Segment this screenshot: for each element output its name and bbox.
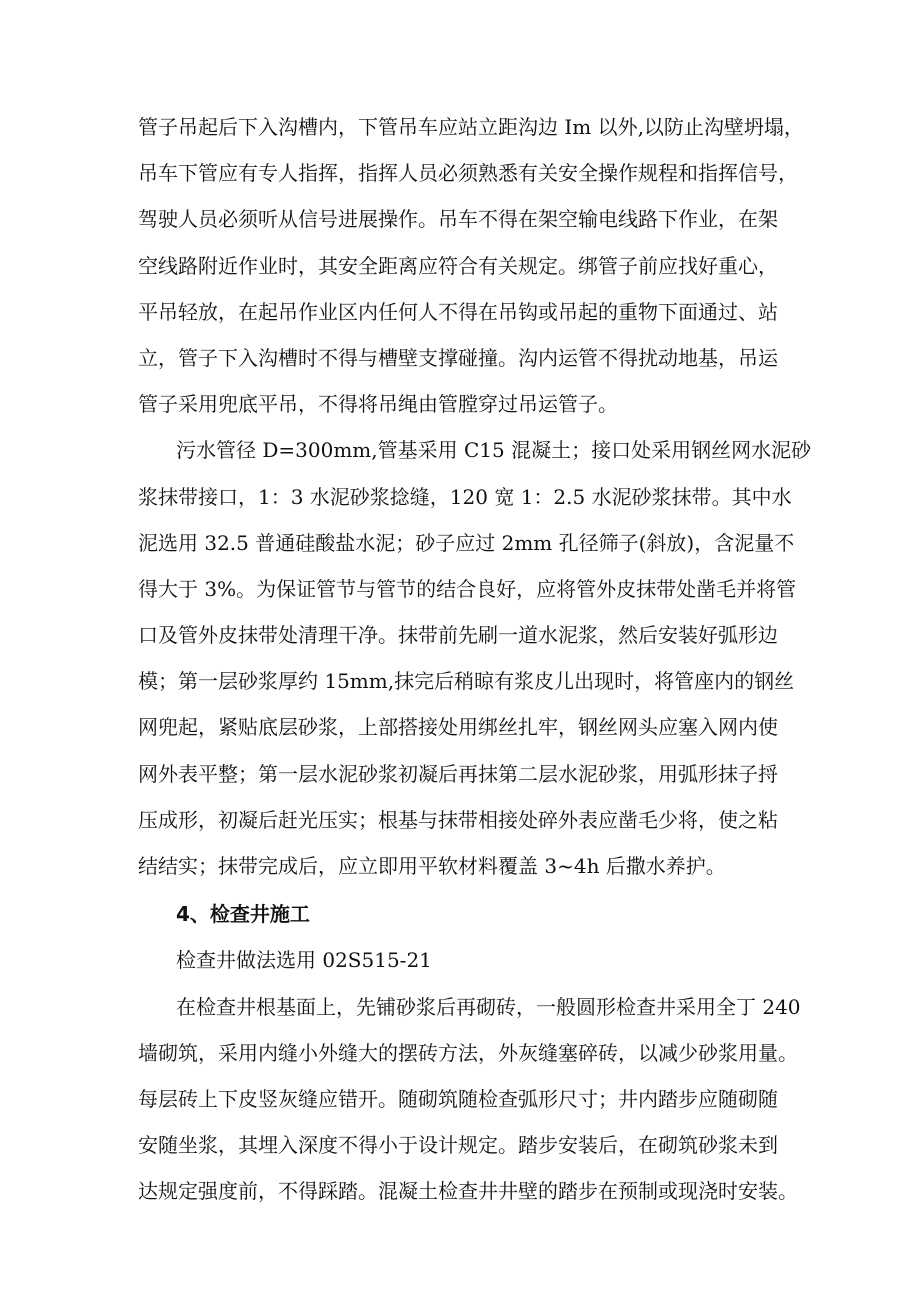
text-line: 口及管外皮抹带处清理干净。抹带前先刷一道水泥浆，然后安装好弧形边 [138,623,778,648]
text-line: 立，管子下入沟槽时不得与槽壁支撑碰撞。沟内运管不得扰动地基，吊运 [138,345,778,370]
text-line: 管子采用兜底平吊，不得将吊绳由管膛穿过吊运管子。 [138,392,618,417]
text-line: 网兜起，紧贴底层砂浆，上部搭接处用绑丝扎牢，钢丝网头应塞入网内使 [138,715,778,740]
paragraph-inspection-well-masonry [138,984,808,1215]
paragraph-pipe-lowering [138,104,808,427]
text-line: 污水管径 D=300mm,管基采用 C15 混凝土；接口处采用钢丝网水泥砂 [176,438,812,463]
text-line: 在检查井根基面上，先铺砂浆后再砌砖，一般圆形检查井采用全丁 240 [176,994,801,1019]
text-line: 得大于 3%。为保证管节与管节的结合良好，应将管外皮抹带处凿毛并将管 [138,576,797,601]
text-line: 墙砌筑，采用内缝小外缝大的摆砖方法，外灰缝塞碎砖，以减少砂浆用量。 [138,1040,798,1065]
text-line: 空线路附近作业时，其安全距离应符合有关规定。绑管子前应找好重心， [138,253,778,278]
text-line: 管子吊起后下入沟槽内，下管吊车应站立距沟边 Im 以外,以防止沟壁坍塌， [138,115,804,139]
text-line: 安随坐浆，其埋入深度不得小于设计规定。踏步安装后，在砌筑砂浆未到 [138,1133,778,1158]
text-line: 结结实；抹带完成后，应立即用平软材料覆盖 3~4h 后撒水养护。 [138,854,726,878]
text-line: 网外表平整；第一层水泥砂浆初凝后再抹第二层水泥砂浆，用弧形抹子捋 [138,761,778,786]
text-line: 检查井做法选用 02S515-21 [176,948,432,973]
paragraph-sewer-pipe-joints [138,427,812,889]
text-line: 平吊轻放，在起吊作业区内任何人不得在吊钩或吊起的重物下面通过、站 [138,299,778,324]
text-line: 压成形，初凝后赶光压实；根基与抹带相接处碎外表应凿毛少将，使之粘 [138,807,778,832]
paragraph-inspection-well-spec [138,937,808,983]
section-heading: 4、检查井施工 [176,902,310,927]
text-line: 浆抹带接口，1：3 水泥砂浆捻缝，120 宽 1：2.5 水泥砂浆抹带。其中水 [138,484,792,509]
document-body [138,104,812,1215]
text-line: 每层砖上下皮竖灰缝应错开。随砌筑随检查弧形尺寸；井内踏步应随砌随 [138,1086,778,1111]
text-line: 驾驶人员必须听从信号进展操作。吊车不得在架空输电线路下作业，在架 [138,207,778,232]
text-line: 模；第一层砂浆厚约 15mm,抹完后稍晾有浆皮儿出现时，将管座内的钢丝 [138,669,795,694]
text-line: 达规定强度前，不得踩踏。混凝土检查井井壁的踏步在预制或现浇时安装。 [138,1179,798,1204]
text-line: 吊车下管应有专人指挥，指挥人员必须熟悉有关安全操作规程和指挥信号， [138,161,798,186]
text-line: 泥选用 32.5 普通硅酸盐水泥；砂子应过 2mm 孔径筛子(斜放)，含泥量不 [138,530,795,555]
